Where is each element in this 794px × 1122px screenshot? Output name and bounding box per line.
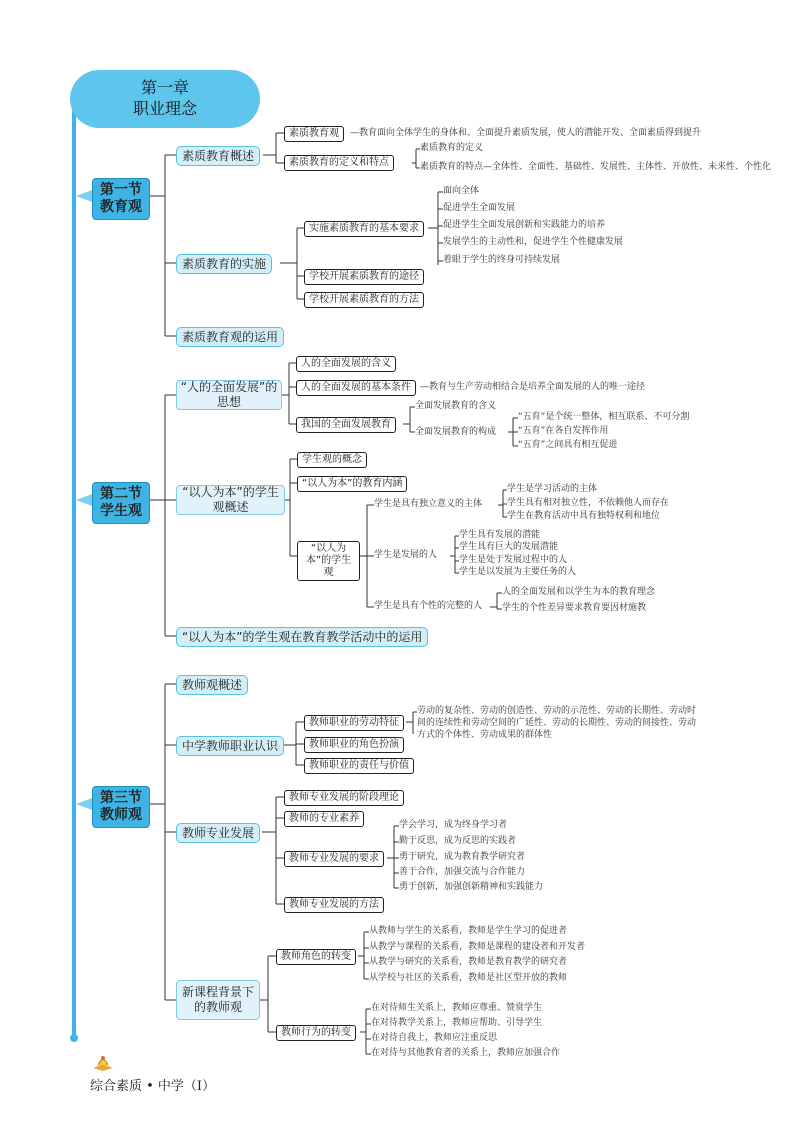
s3-role-1: 从教师与学生的关系看，教师是学生学习的促进者 xyxy=(369,926,568,936)
s1-school-approaches: 学校开展素质教育的途径 xyxy=(304,269,424,285)
s2-topic-application: “以人为本”的学生观在教育教学活动中的运用 xyxy=(176,627,428,647)
s2-five-edu-3: “五育”之间具有相互促进 xyxy=(518,440,618,450)
s3-role-3: 从教学与研究的关系看，教师是教育教学的研究者 xyxy=(369,957,568,967)
s3-behavior-4: 在对待与其他教育者的关系上，教师应加强合作 xyxy=(371,1048,561,1058)
s3-t4-bracket xyxy=(260,956,276,1032)
s1-req-leaf-5: 着眼于学生的终身可持续发展 xyxy=(443,255,561,265)
s3-t2a-bracket xyxy=(406,712,417,734)
s3-t3c-bracket xyxy=(387,826,399,888)
s1-req-leaf-1: 面向全体 xyxy=(443,186,480,196)
s2-t1-bracket xyxy=(282,363,296,424)
s3-behavior-1: 在对待师生关系上，教师应尊重、赞赏学生 xyxy=(371,1003,543,1013)
s3-labor-line-3: 方式的个体性、劳动成果的群体性 xyxy=(417,730,553,740)
s2-meaning: 人的全面发展的含义 xyxy=(296,356,396,372)
s3-t4a-bracket xyxy=(358,932,369,979)
s3-teacher-value: 教师职业的责任与价值 xyxy=(304,758,414,774)
section-3-arrow xyxy=(76,798,92,810)
s1-topic-application: 素质教育观的运用 xyxy=(176,327,284,347)
s2-sub-2-4: 学生是以发展为主要任务的人 xyxy=(459,567,577,577)
s1-t2a-bracket xyxy=(428,192,443,265)
s1-quality-ed-view: 素质教育观 xyxy=(284,126,344,142)
s2-bracket xyxy=(150,395,176,636)
s1-req-leaf-2: 促进学生全面发展 xyxy=(443,203,516,213)
s3-t2-bracket xyxy=(284,722,304,765)
s1-topic-implementation: 素质教育的实施 xyxy=(176,254,272,274)
book-lamp-icon xyxy=(91,1052,115,1072)
s1-school-methods: 学校开展素质教育的方法 xyxy=(304,292,424,308)
s3-req-1: 学会学习，成为终身学习者 xyxy=(399,820,508,830)
s3-professional-literacy: 教师的专业素养 xyxy=(284,811,364,827)
section-1: 第一节 教育观 xyxy=(92,178,150,220)
s3-t3-bracket xyxy=(262,797,284,904)
section-2: 第二节 学生观 xyxy=(92,482,150,524)
s2-sub-3-2: 学生的个性差异要求教育要因材施教 xyxy=(502,603,647,613)
s3-labor-line-2: 间的连续性和劳动空间的广延性、劳动的长期性、劳动的间接性、劳动 xyxy=(417,718,697,728)
footer-title: 综合素质 • 中学（Ⅰ） xyxy=(90,1079,216,1094)
s1-t1b-bracket xyxy=(412,149,420,168)
s2-national-education: 我国的全面发展教育 xyxy=(296,417,396,433)
s1-basic-requirements: 实施素质教育的基本要求 xyxy=(304,221,424,237)
s2-t2c3-bracket xyxy=(490,593,502,609)
s3-req-5: 勇于创新，加强创新精神和实践能力 xyxy=(399,882,544,892)
s1-req-leaf-4: 发展学生的主动性和，促进学生个性健康发展 xyxy=(443,237,624,247)
s3-bracket xyxy=(150,684,176,1000)
s3-labor-features: 教师职业的劳动特征 xyxy=(304,715,404,731)
s2-topic-people-oriented: “以人为本”的学生观概述 xyxy=(176,485,285,515)
s3-role-2: 从教学与课程的关系看，教师是课程的建设者和开发者 xyxy=(369,942,586,952)
s2-sub-1-1: 学生是学习活动的主体 xyxy=(507,484,598,494)
s3-behavior-2: 在对待教学关系上，教师应帮助、引导学生 xyxy=(371,1018,543,1028)
s2-sub-2-2: 学生具有巨大的发展潜能 xyxy=(459,542,559,552)
s2-sub-2-3: 学生是处于发展过程中的人 xyxy=(459,555,568,565)
s1-bracket xyxy=(150,155,176,336)
section-1-arrow xyxy=(76,190,92,202)
s3-req-3: 勇于研究，成为教育教学研究者 xyxy=(399,852,526,862)
chapter-title xyxy=(70,70,260,128)
s3-topic-new-curriculum: 新课程背景下的教师观 xyxy=(176,980,260,1020)
s2-unique-person: 学生是具有个性的完整的人 xyxy=(374,601,483,611)
spine-end-dot xyxy=(70,1034,78,1042)
s3-role-4: 从学校与社区的关系看，教师是社区型开放的教师 xyxy=(369,973,568,983)
s3-req-2: 勤于反思，成为反思的实践者 xyxy=(399,836,517,846)
s3-teacher-roles: 教师职业的角色扮演 xyxy=(304,737,404,753)
s2-basic-conditions-desc: —教育与生产劳动相结合是培养全面发展的人的唯一途径 xyxy=(420,382,646,392)
s2-people-oriented-view: “以人为本”的学生观 xyxy=(297,541,360,581)
chapter-number: 第一章 xyxy=(140,78,189,98)
s3-dev-requirements: 教师专业发展的要求 xyxy=(284,851,384,867)
s2-t2c2-bracket xyxy=(450,536,459,573)
s3-behavior-change: 教师行为的转变 xyxy=(276,1025,356,1041)
section-3: 第三节 教师观 xyxy=(92,786,150,828)
s3-behavior-3: 在对待自我上，教师应注重反思 xyxy=(371,1033,498,1043)
s2-student-concept: 学生观的概念 xyxy=(297,452,367,468)
s2-developing-person: 学生是发展的人 xyxy=(374,550,438,560)
s1-t1-bracket xyxy=(263,133,284,163)
s2-sub-1-2: 学生具有相对独立性，不依赖他人而存在 xyxy=(507,498,670,508)
s3-dev-stages: 教师专业发展的阶段理论 xyxy=(284,790,404,806)
chapter-name: 职业理念 xyxy=(132,99,197,118)
s3-topic-professional-dev: 教师专业发展 xyxy=(176,823,260,843)
s3-role-change: 教师角色的转变 xyxy=(276,949,356,965)
s2-five-edu-2: “五育”在各自发挥作用 xyxy=(518,426,609,436)
s2-topic-all-round: “人的全面发展”的思想 xyxy=(176,380,282,410)
s2-five-edu-1: “五育”是个统一整体，相互联系、不可分割 xyxy=(518,412,690,422)
s2-sub-2-1: 学生具有发展的潜能 xyxy=(459,530,541,540)
s2-t2c-bracket xyxy=(360,505,374,607)
s2-t2c1-bracket xyxy=(498,490,507,517)
s2-people-oriented-meaning: “以人为本”的教育内涵 xyxy=(297,476,407,492)
s1-features-leaf: 素质教育的特点—全体性、全面性、基础性、发展性、主体性、开放性、未来性、个性化 xyxy=(420,162,772,172)
s3-labor-line-1: 劳动的复杂性、劳动的创造性、劳动的示范性、劳动的长期性、劳动时 xyxy=(417,706,697,716)
s1-req-leaf-3: 促进学生全面发展创新和实践能力的培养 xyxy=(443,220,606,230)
s2-t1c-bracket xyxy=(403,407,415,432)
s3-dev-methods: 教师专业发展的方法 xyxy=(284,897,384,913)
s2-basic-conditions: 人的全面发展的基本条件 xyxy=(296,380,416,396)
s1-definition-features: 素质教育的定义和特点 xyxy=(284,155,394,171)
s2-ed-structure: 全面发展教育的构成 xyxy=(415,427,497,437)
s1-topic-overview: 素质教育概述 xyxy=(176,146,260,166)
s2-ed-meaning: 全面发展教育的含义 xyxy=(415,401,497,411)
s3-topic-profession: 中学教师职业认识 xyxy=(176,736,284,756)
s3-topic-overview: 教师观概述 xyxy=(176,675,248,695)
s2-t1c2-bracket xyxy=(508,418,518,446)
section-2-arrow xyxy=(76,494,92,506)
s1-definition-leaf: 素质教育的定义 xyxy=(420,143,484,153)
s1-quality-ed-view-desc: —教育面向全体学生的身体和、全面提升素质发展，使人的潜能开发、全面素质得到提升 xyxy=(350,128,702,138)
s1-t2-bracket xyxy=(280,228,304,299)
s3-req-4: 善于合作，加强交流与合作能力 xyxy=(399,867,526,877)
s2-independent-subject: 学生是具有独立意义的主体 xyxy=(374,499,483,509)
s2-sub-3-1: 人的全面发展和以学生为本的教育理念 xyxy=(502,587,656,597)
s3-t4b-bracket xyxy=(360,1009,371,1054)
s2-sub-1-3: 学生在教育活动中具有独特权利和地位 xyxy=(507,511,661,521)
s2-t2-bracket xyxy=(285,459,297,556)
